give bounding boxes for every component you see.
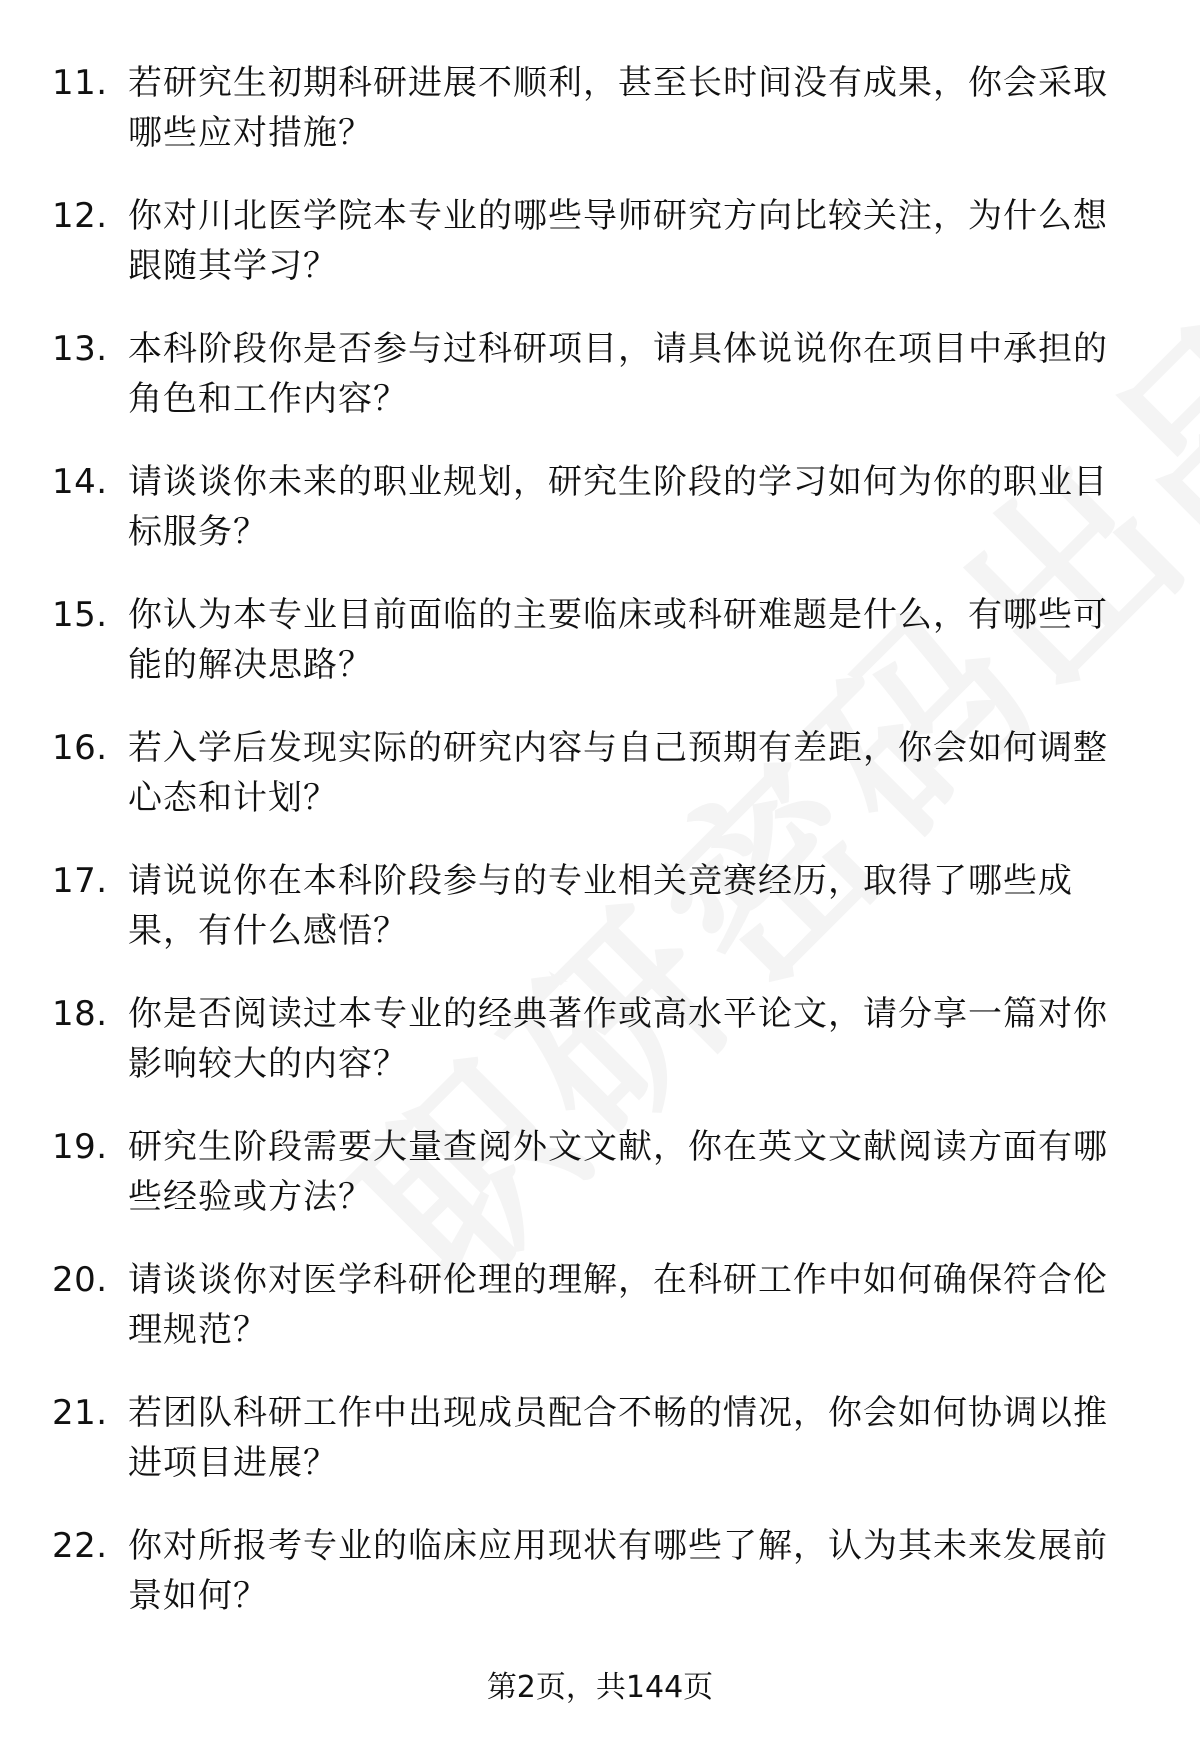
question-text: 请谈谈你对医学科研伦理的理解，在科研工作中如何确保符合伦理规范？ xyxy=(128,1260,1108,1350)
question-item-18 xyxy=(52,989,1142,1122)
question-item-13 xyxy=(52,324,1142,457)
question-text: 请说说你在本科阶段参与的专业相关竞赛经历，取得了哪些成果，有什么感悟？ xyxy=(128,861,1073,951)
question-item-16 xyxy=(52,723,1142,856)
question-number: 20. xyxy=(52,1260,108,1300)
question-item-22 xyxy=(52,1521,1142,1654)
question-item-20 xyxy=(52,1255,1142,1388)
question-text: 若入学后发现实际的研究内容与自己预期有差距，你会如何调整心态和计划？ xyxy=(128,728,1108,818)
question-item-19 xyxy=(52,1122,1142,1255)
question-item-11 xyxy=(52,58,1142,191)
question-number: 22. xyxy=(52,1526,108,1566)
question-number: 11. xyxy=(52,63,108,103)
question-text: 研究生阶段需要大量查阅外文文献，你在英文文献阅读方面有哪些经验或方法？ xyxy=(128,1127,1108,1217)
question-text: 本科阶段你是否参与过科研项目，请具体说说你在项目中承担的角色和工作内容？ xyxy=(128,329,1108,419)
question-text: 若研究生初期科研进展不顺利，甚至长时间没有成果，你会采取哪些应对措施？ xyxy=(128,63,1108,153)
question-list xyxy=(52,58,1142,1654)
question-text: 你认为本专业目前面临的主要临床或科研难题是什么，有哪些可能的解决思路？ xyxy=(128,595,1108,685)
question-number: 21. xyxy=(52,1393,108,1433)
question-text: 你对川北医学院本专业的哪些导师研究方向比较关注，为什么想跟随其学习？ xyxy=(128,196,1108,286)
page-indicator: 第2页，共144页 xyxy=(486,1670,714,1705)
question-number: 15. xyxy=(52,595,108,635)
question-item-12 xyxy=(52,191,1142,324)
question-item-14 xyxy=(52,457,1142,590)
question-item-15 xyxy=(52,590,1142,723)
question-number: 18. xyxy=(52,994,108,1034)
question-item-17 xyxy=(52,856,1142,989)
question-text: 若团队科研工作中出现成员配合不畅的情况，你会如何协调以推进项目进展？ xyxy=(128,1393,1108,1483)
question-number: 12. xyxy=(52,196,108,236)
question-number: 17. xyxy=(52,861,108,901)
question-text: 你是否阅读过本专业的经典著作或高水平论文，请分享一篇对你影响较大的内容？ xyxy=(128,994,1108,1084)
question-number: 19. xyxy=(52,1127,108,1167)
question-text: 你对所报考专业的临床应用现状有哪些了解，认为其未来发展前景如何？ xyxy=(128,1526,1108,1616)
question-item-21 xyxy=(52,1388,1142,1521)
question-number: 13. xyxy=(52,329,108,369)
question-text: 请谈谈你未来的职业规划，研究生阶段的学习如何为你的职业目标服务？ xyxy=(128,462,1108,552)
question-number: 14. xyxy=(52,462,108,502)
question-number: 16. xyxy=(52,728,108,768)
